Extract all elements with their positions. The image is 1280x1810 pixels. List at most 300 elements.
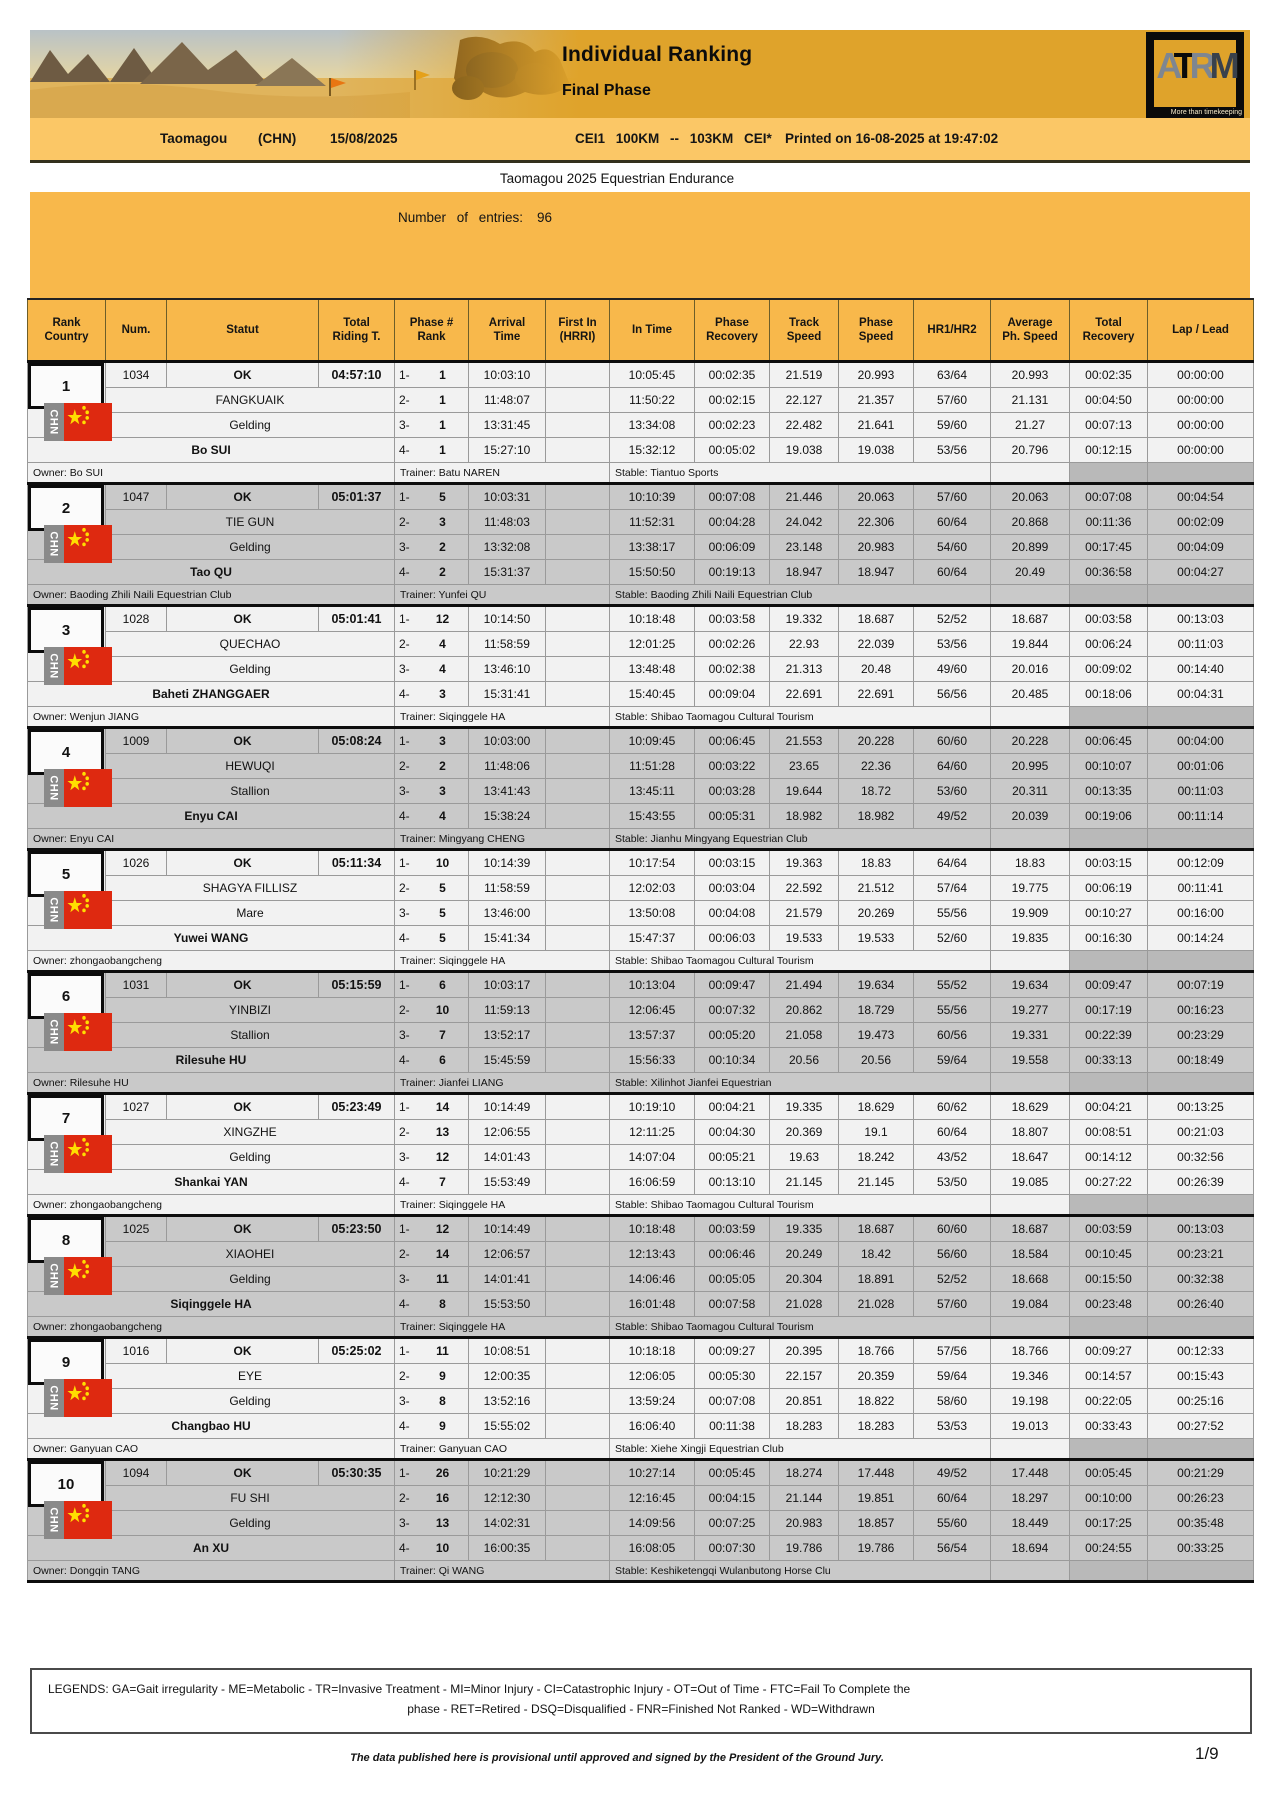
in-time-cell: 12:01:25 (610, 632, 695, 657)
total-recovery-cell: 00:19:06 (1070, 804, 1148, 829)
phase-speed-cell: 18.766 (839, 1338, 914, 1364)
first-in-cell (546, 901, 610, 926)
track-speed-cell: 21.494 (770, 972, 839, 998)
phase-row-1 (28, 972, 1254, 998)
average-ph-speed-cell: 20.49 (991, 560, 1070, 585)
phase-number-cell: 3- 7 (395, 1023, 469, 1048)
track-speed-cell: 22.482 (770, 413, 839, 438)
atrm-logo-tagline: More than timekeeping (1146, 107, 1244, 118)
phase-recovery-cell: 00:09:47 (695, 972, 770, 998)
phase-recovery-cell: 00:05:02 (695, 438, 770, 463)
phase-number-cell: 2- 2 (395, 754, 469, 779)
phase-recovery-cell: 00:02:35 (695, 362, 770, 388)
meta-shaded-cell (1148, 1561, 1254, 1582)
phase-speed-cell: 18.283 (839, 1414, 914, 1439)
average-ph-speed-cell: 19.346 (991, 1364, 1070, 1389)
phase-speed-cell: 18.687 (839, 1216, 914, 1242)
horse-name-cell: FANGKUAIK (106, 388, 395, 413)
in-time-cell: 12:16:45 (610, 1486, 695, 1511)
arrival-time-cell: 13:52:16 (469, 1389, 546, 1414)
phase-row-1 (28, 1460, 1254, 1486)
track-speed-cell: 20.369 (770, 1120, 839, 1145)
total-recovery-cell: 00:03:58 (1070, 606, 1148, 632)
entries-band (30, 192, 1250, 298)
header-banner (30, 30, 1250, 118)
rider-name-cell: Enyu CAI (28, 804, 395, 829)
phase-speed-cell: 19.1 (839, 1120, 914, 1145)
horse-gender-cell: Gelding (106, 1511, 395, 1536)
total-recovery-cell: 00:12:15 (1070, 438, 1148, 463)
phase-recovery-cell: 00:04:08 (695, 901, 770, 926)
total-recovery-cell: 00:13:35 (1070, 779, 1148, 804)
phase-recovery-cell: 00:06:46 (695, 1242, 770, 1267)
phase-number-cell: 4- 9 (395, 1414, 469, 1439)
rank-value: 2 (61, 499, 71, 517)
legends-line-1: LEGENDS: GA=Gait irregularity - ME=Metabolic - TR=Invasive Treatment - MI=Minor Injury - CI=Catastrophic Injury - OT=Out of Time - FTC=Fail To Complete the (48, 1682, 911, 1696)
phase-number-cell: 3- 13 (395, 1511, 469, 1536)
horse-gender-cell: Gelding (106, 657, 395, 682)
average-ph-speed-cell: 19.331 (991, 1023, 1070, 1048)
track-speed-cell: 21.519 (770, 362, 839, 388)
in-time-cell: 11:50:22 (610, 388, 695, 413)
china-flag-icon (64, 1135, 112, 1173)
arrival-time-cell: 14:02:31 (469, 1511, 546, 1536)
hr1-hr2-cell: 57/60 (914, 1292, 991, 1317)
horse-name-cell: XINGZHE (106, 1120, 395, 1145)
track-speed-cell: 22.157 (770, 1364, 839, 1389)
phase-recovery-cell: 00:05:31 (695, 804, 770, 829)
stable-cell: Stable: Baoding Zhili Naili Equestrian Club (610, 585, 991, 606)
phase-recovery-cell: 00:04:21 (695, 1094, 770, 1120)
first-in-cell (546, 682, 610, 707)
report-title: Individual Ranking (562, 43, 753, 66)
phase-recovery-cell: 00:07:30 (695, 1536, 770, 1561)
average-ph-speed-cell: 17.448 (991, 1460, 1070, 1486)
china-flag-icon (64, 525, 112, 563)
in-time-cell: 13:59:24 (610, 1389, 695, 1414)
total-riding-time-cell: 05:25:02 (319, 1338, 395, 1364)
horse-name-cell: YINBIZI (106, 998, 395, 1023)
total-recovery-cell: 00:07:08 (1070, 484, 1148, 510)
lap-lead-cell: 00:11:14 (1148, 804, 1254, 829)
lap-lead-cell: 00:14:24 (1148, 926, 1254, 951)
phase-row-4 (28, 804, 1254, 829)
owner-trainer-stable-row (28, 585, 1254, 606)
hr1-hr2-cell: 53/53 (914, 1414, 991, 1439)
lap-lead-cell: 00:04:00 (1148, 728, 1254, 754)
lap-lead-cell: 00:00:00 (1148, 388, 1254, 413)
average-ph-speed-cell: 19.084 (991, 1292, 1070, 1317)
table-header-row (28, 299, 1254, 362)
country-code-label: CHN (44, 1379, 64, 1417)
phase-row-4 (28, 1048, 1254, 1073)
phase-recovery-cell: 00:05:05 (695, 1267, 770, 1292)
owner-trainer-stable-row (28, 1561, 1254, 1582)
average-ph-speed-cell: 20.485 (991, 682, 1070, 707)
total-riding-time-cell: 05:23:50 (319, 1216, 395, 1242)
phase-recovery-cell: 00:03:59 (695, 1216, 770, 1242)
phase-number-cell: 2- 14 (395, 1242, 469, 1267)
hr1-hr2-cell: 53/56 (914, 632, 991, 657)
phase-number-cell: 3- 4 (395, 657, 469, 682)
in-time-cell: 10:13:04 (610, 972, 695, 998)
phase-number-cell: 3- 8 (395, 1389, 469, 1414)
in-time-cell: 13:57:37 (610, 1023, 695, 1048)
first-in-cell (546, 632, 610, 657)
average-ph-speed-cell: 19.277 (991, 998, 1070, 1023)
phase-row-2 (28, 754, 1254, 779)
lap-lead-cell: 00:25:16 (1148, 1389, 1254, 1414)
statut-cell: OK (167, 1338, 319, 1364)
owner-cell: Owner: zhongaobangcheng (28, 1195, 395, 1216)
average-ph-speed-cell: 18.687 (991, 1216, 1070, 1242)
phase-speed-cell: 20.983 (839, 535, 914, 560)
average-ph-speed-cell: 19.909 (991, 901, 1070, 926)
meta-spacer-cell (991, 951, 1070, 972)
country-flag-group (44, 525, 112, 563)
arrival-time-cell: 11:48:06 (469, 754, 546, 779)
rank-value: 4 (61, 743, 71, 761)
venue-label: Taomagou (160, 131, 228, 146)
phase-recovery-cell: 00:04:15 (695, 1486, 770, 1511)
rider-name-cell: Baheti ZHANGGAER (28, 682, 395, 707)
horse-gender-cell: Gelding (106, 1145, 395, 1170)
country-code-label: CHN (44, 891, 64, 929)
owner-trainer-stable-row (28, 951, 1254, 972)
phase-row-3 (28, 1023, 1254, 1048)
in-time-cell: 10:19:10 (610, 1094, 695, 1120)
arrival-time-cell: 13:41:43 (469, 779, 546, 804)
arrival-time-cell: 11:48:07 (469, 388, 546, 413)
phase-number-cell: 3- 1 (395, 413, 469, 438)
owner-trainer-stable-row (28, 707, 1254, 728)
china-flag-icon (64, 1257, 112, 1295)
atrm-logo (1146, 32, 1244, 118)
phase-number-cell: 1- 11 (395, 1338, 469, 1364)
arrival-time-cell: 13:32:08 (469, 535, 546, 560)
col-phase-speed: Phase Speed (839, 299, 914, 362)
first-in-cell (546, 1338, 610, 1364)
owner-cell: Owner: zhongaobangcheng (28, 1317, 395, 1338)
report-titles (562, 43, 752, 100)
trainer-cell: Trainer: Yunfei QU (395, 585, 610, 606)
meta-shaded-cell (1148, 1317, 1254, 1338)
horse-gender-cell: Mare (106, 901, 395, 926)
meta-spacer-cell (991, 1073, 1070, 1094)
country-code-label: CHN (44, 1013, 64, 1051)
average-ph-speed-cell: 18.647 (991, 1145, 1070, 1170)
event-info-band (30, 118, 1250, 160)
phase-recovery-cell: 00:13:10 (695, 1170, 770, 1195)
lap-lead-cell: 00:35:48 (1148, 1511, 1254, 1536)
col-in-time: In Time (610, 299, 695, 362)
arrival-time-cell: 10:14:39 (469, 850, 546, 876)
col-statut: Statut (167, 299, 319, 362)
phase-number-cell: 4- 10 (395, 1536, 469, 1561)
hr1-hr2-cell: 59/60 (914, 413, 991, 438)
track-speed-cell: 19.786 (770, 1536, 839, 1561)
phase-recovery-cell: 00:06:03 (695, 926, 770, 951)
total-recovery-cell: 00:17:25 (1070, 1511, 1148, 1536)
owner-cell: Owner: Baoding Zhili Naili Equestrian Club (28, 585, 395, 606)
phase-recovery-cell: 00:05:45 (695, 1460, 770, 1486)
phase-row-4 (28, 438, 1254, 463)
hr1-hr2-cell: 58/60 (914, 1389, 991, 1414)
lap-lead-cell: 00:04:27 (1148, 560, 1254, 585)
divider-rule (30, 160, 1250, 163)
phase-row-4 (28, 682, 1254, 707)
country-flag-group (44, 1013, 112, 1051)
phase-row-1 (28, 606, 1254, 632)
rank-country-cell (28, 362, 106, 438)
total-recovery-cell: 00:04:21 (1070, 1094, 1148, 1120)
col-total-recovery: Total Recovery (1070, 299, 1148, 362)
country-code-label: CHN (44, 769, 64, 807)
track-speed-cell: 20.395 (770, 1338, 839, 1364)
first-in-cell (546, 1170, 610, 1195)
owner-cell: Owner: Wenjun JIANG (28, 707, 395, 728)
first-in-cell (546, 388, 610, 413)
rider-name-cell: Siqinggele HA (28, 1292, 395, 1317)
arrival-time-cell: 10:03:31 (469, 484, 546, 510)
country-code-label: CHN (44, 1257, 64, 1295)
statut-cell: OK (167, 362, 319, 388)
average-ph-speed-cell: 20.899 (991, 535, 1070, 560)
country-flag-group (44, 1135, 112, 1173)
rider-name-cell: Yuwei WANG (28, 926, 395, 951)
country-flag-group (44, 403, 112, 441)
lap-lead-cell: 00:04:31 (1148, 682, 1254, 707)
hr1-hr2-cell: 52/52 (914, 606, 991, 632)
track-speed-cell: 22.691 (770, 682, 839, 707)
stable-cell: Stable: Shibao Taomagou Cultural Tourism (610, 707, 991, 728)
lap-lead-cell: 00:00:00 (1148, 413, 1254, 438)
rank-value: 8 (61, 1231, 71, 1249)
arrival-time-cell: 15:53:49 (469, 1170, 546, 1195)
in-time-cell: 10:18:18 (610, 1338, 695, 1364)
arrival-time-cell: 14:01:41 (469, 1267, 546, 1292)
phase-recovery-cell: 00:05:21 (695, 1145, 770, 1170)
rider-name-cell: Changbao HU (28, 1414, 395, 1439)
owner-cell: Owner: Rilesuhe HU (28, 1073, 395, 1094)
hr1-hr2-cell: 59/64 (914, 1364, 991, 1389)
hr1-hr2-cell: 60/64 (914, 1486, 991, 1511)
rank-country-cell (28, 1338, 106, 1414)
in-time-cell: 16:08:05 (610, 1536, 695, 1561)
phase-speed-cell: 21.028 (839, 1292, 914, 1317)
phase-speed-cell: 20.063 (839, 484, 914, 510)
in-time-cell: 14:09:56 (610, 1511, 695, 1536)
in-time-cell: 13:48:48 (610, 657, 695, 682)
phase-number-cell: 2- 1 (395, 388, 469, 413)
phase-number-cell: 3- 12 (395, 1145, 469, 1170)
rank-value: 7 (61, 1109, 71, 1127)
average-ph-speed-cell: 18.694 (991, 1536, 1070, 1561)
average-ph-speed-cell: 19.198 (991, 1389, 1070, 1414)
hr1-hr2-cell: 56/56 (914, 682, 991, 707)
average-ph-speed-cell: 18.807 (991, 1120, 1070, 1145)
total-recovery-cell: 00:27:22 (1070, 1170, 1148, 1195)
country-code-label: CHN (44, 525, 64, 563)
phase-row-4 (28, 926, 1254, 951)
phase-speed-cell: 20.359 (839, 1364, 914, 1389)
track-speed-cell: 21.446 (770, 484, 839, 510)
china-flag-icon (64, 1501, 112, 1539)
phase-recovery-cell: 00:09:04 (695, 682, 770, 707)
average-ph-speed-cell: 18.297 (991, 1486, 1070, 1511)
phase-row-1 (28, 728, 1254, 754)
arrival-time-cell: 13:31:45 (469, 413, 546, 438)
rider-name-cell: An XU (28, 1536, 395, 1561)
first-in-cell (546, 1486, 610, 1511)
meta-shaded-cell (1148, 463, 1254, 484)
total-recovery-cell: 00:06:45 (1070, 728, 1148, 754)
total-recovery-cell: 00:33:13 (1070, 1048, 1148, 1073)
total-riding-time-cell: 05:23:49 (319, 1094, 395, 1120)
total-recovery-cell: 00:23:48 (1070, 1292, 1148, 1317)
arrival-time-cell: 12:00:35 (469, 1364, 546, 1389)
first-in-cell (546, 728, 610, 754)
hr1-hr2-cell: 55/52 (914, 972, 991, 998)
average-ph-speed-cell: 18.449 (991, 1511, 1070, 1536)
horse-number-cell: 1034 (106, 362, 167, 388)
total-riding-time-cell: 05:01:41 (319, 606, 395, 632)
phase-speed-cell: 18.42 (839, 1242, 914, 1267)
average-ph-speed-cell: 19.558 (991, 1048, 1070, 1073)
total-recovery-cell: 00:14:57 (1070, 1364, 1148, 1389)
arrival-time-cell: 10:03:17 (469, 972, 546, 998)
col-phase-recovery: Phase Recovery (695, 299, 770, 362)
phase-number-cell: 1- 5 (395, 484, 469, 510)
total-recovery-cell: 00:10:07 (1070, 754, 1148, 779)
average-ph-speed-cell: 18.687 (991, 606, 1070, 632)
track-speed-cell: 21.579 (770, 901, 839, 926)
horse-number-cell: 1027 (106, 1094, 167, 1120)
first-in-cell (546, 850, 610, 876)
phase-recovery-cell: 00:07:08 (695, 484, 770, 510)
lap-lead-cell: 00:16:23 (1148, 998, 1254, 1023)
total-recovery-cell: 00:07:13 (1070, 413, 1148, 438)
hr1-hr2-cell: 49/52 (914, 1460, 991, 1486)
phase-row-3 (28, 413, 1254, 438)
phase-number-cell: 4- 6 (395, 1048, 469, 1073)
first-in-cell (546, 1216, 610, 1242)
meta-shaded-cell (1070, 1439, 1148, 1460)
in-time-cell: 10:10:39 (610, 484, 695, 510)
in-time-cell: 13:45:11 (610, 779, 695, 804)
phase-speed-cell: 22.306 (839, 510, 914, 535)
in-time-cell: 15:47:37 (610, 926, 695, 951)
rank-country-cell (28, 972, 106, 1048)
average-ph-speed-cell: 18.584 (991, 1242, 1070, 1267)
phase-row-2 (28, 1364, 1254, 1389)
first-in-cell (546, 779, 610, 804)
phase-row-2 (28, 388, 1254, 413)
horse-name-cell: QUECHAO (106, 632, 395, 657)
arrival-time-cell: 15:41:34 (469, 926, 546, 951)
phase-speed-cell: 22.36 (839, 754, 914, 779)
meta-shaded-cell (1070, 1195, 1148, 1216)
phase-number-cell: 2- 13 (395, 1120, 469, 1145)
first-in-cell (546, 535, 610, 560)
in-time-cell: 10:18:48 (610, 1216, 695, 1242)
stable-cell: Stable: Keshiketengqi Wulanbutong Horse Clu (610, 1561, 991, 1582)
horse-number-cell: 1094 (106, 1460, 167, 1486)
trainer-cell: Trainer: Siqinggele HA (395, 1317, 610, 1338)
phase-speed-cell: 19.533 (839, 926, 914, 951)
lap-lead-cell: 00:14:40 (1148, 657, 1254, 682)
total-recovery-cell: 00:03:15 (1070, 850, 1148, 876)
meta-spacer-cell (991, 1195, 1070, 1216)
phase-row-4 (28, 560, 1254, 585)
in-time-cell: 10:09:45 (610, 728, 695, 754)
country-label: (CHN) (258, 131, 297, 146)
lap-lead-cell: 00:15:43 (1148, 1364, 1254, 1389)
in-time-cell: 11:52:31 (610, 510, 695, 535)
phase-speed-cell: 20.48 (839, 657, 914, 682)
meta-spacer-cell (991, 463, 1070, 484)
phase-number-cell: 2- 16 (395, 1486, 469, 1511)
total-recovery-cell: 00:17:19 (1070, 998, 1148, 1023)
col-first-in: First In (HRRI) (546, 299, 610, 362)
meta-shaded-cell (1148, 1195, 1254, 1216)
arrival-time-cell: 16:00:35 (469, 1536, 546, 1561)
owner-cell: Owner: Bo SUI (28, 463, 395, 484)
arrival-time-cell: 12:06:57 (469, 1242, 546, 1267)
horse-gender-cell: Gelding (106, 413, 395, 438)
stable-cell: Stable: Jianhu Mingyang Equestrian Club (610, 829, 991, 850)
rank-country-cell (28, 850, 106, 926)
phase-speed-cell: 18.83 (839, 850, 914, 876)
col-hr1-hr2: HR1/HR2 (914, 299, 991, 362)
total-recovery-cell: 00:06:24 (1070, 632, 1148, 657)
phase-row-3 (28, 657, 1254, 682)
owner-trainer-stable-row (28, 1073, 1254, 1094)
in-time-cell: 12:13:43 (610, 1242, 695, 1267)
atrm-logo-letters: ATRM (1156, 45, 1234, 86)
total-recovery-cell: 00:11:36 (1070, 510, 1148, 535)
phase-speed-cell: 18.729 (839, 998, 914, 1023)
in-time-cell: 14:07:04 (610, 1145, 695, 1170)
rank-country-cell (28, 1460, 106, 1536)
phase-recovery-cell: 00:02:23 (695, 413, 770, 438)
phase-row-3 (28, 779, 1254, 804)
lap-lead-cell: 00:13:25 (1148, 1094, 1254, 1120)
arrival-time-cell: 15:31:41 (469, 682, 546, 707)
statut-cell: OK (167, 1094, 319, 1120)
rank-value: 10 (57, 1475, 75, 1493)
in-time-cell: 10:18:48 (610, 606, 695, 632)
hr1-hr2-cell: 59/64 (914, 1048, 991, 1073)
meta-shaded-cell (1070, 829, 1148, 850)
lap-lead-cell: 00:12:09 (1148, 850, 1254, 876)
phase-speed-cell: 20.228 (839, 728, 914, 754)
hr1-hr2-cell: 49/60 (914, 657, 991, 682)
phase-row-2 (28, 1120, 1254, 1145)
lap-lead-cell: 00:04:54 (1148, 484, 1254, 510)
in-time-cell: 12:11:25 (610, 1120, 695, 1145)
phase-speed-cell: 18.242 (839, 1145, 914, 1170)
phase-number-cell: 3- 2 (395, 535, 469, 560)
statut-cell: OK (167, 484, 319, 510)
in-time-cell: 16:06:40 (610, 1414, 695, 1439)
hr1-hr2-cell: 52/60 (914, 926, 991, 951)
lap-lead-cell: 00:13:03 (1148, 606, 1254, 632)
lap-lead-cell: 00:26:23 (1148, 1486, 1254, 1511)
trainer-cell: Trainer: Batu NAREN (395, 463, 610, 484)
total-recovery-cell: 00:22:39 (1070, 1023, 1148, 1048)
in-time-cell: 12:02:03 (610, 876, 695, 901)
